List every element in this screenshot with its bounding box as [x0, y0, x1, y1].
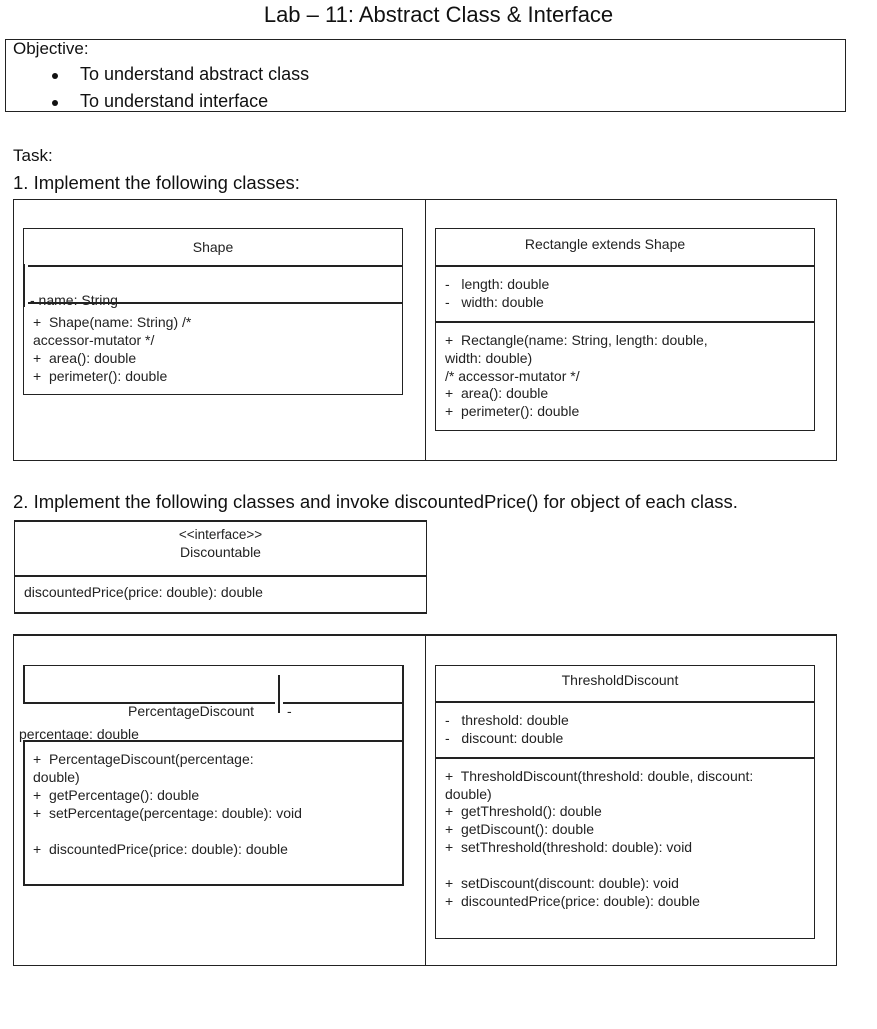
divider [23, 740, 25, 886]
method: + getThreshold(): double [445, 803, 602, 819]
method: + discountedPrice(price: double): double [33, 841, 288, 857]
interface-stereotype: <<interface>> [178, 527, 263, 542]
method: + getPercentage(): double [33, 787, 200, 803]
method: discountedPrice(price: double): double [24, 584, 263, 600]
interface-name: Discountable [180, 544, 261, 560]
task1-instruction: 1. Implement the following classes: [13, 172, 300, 193]
class-name: Shape [192, 239, 234, 255]
divider [435, 757, 815, 759]
method: /* accessor-mutator */ [445, 368, 580, 384]
objective-item: To understand interface [80, 91, 269, 111]
objective-heading: Objective: [13, 39, 89, 58]
divider [435, 265, 815, 267]
method: accessor-mutator */ [33, 332, 155, 348]
divider [23, 665, 404, 666]
attribute: - name: String [30, 292, 118, 308]
attribute-visibility: - [287, 703, 292, 719]
divider [14, 575, 427, 577]
divider [23, 665, 25, 703]
method: width: double) [445, 350, 533, 366]
divider [435, 701, 815, 703]
divider [402, 665, 404, 886]
divider [283, 702, 404, 704]
attribute: - discount: double [445, 730, 564, 746]
task-heading: Task: [13, 146, 53, 165]
divider [278, 675, 280, 713]
attribute: - width: double [445, 294, 544, 310]
divider [435, 321, 815, 323]
method: + perimeter(): double [33, 368, 168, 384]
attribute: percentage: double [19, 726, 139, 742]
table-divider [425, 634, 426, 966]
method: double) [33, 769, 80, 785]
method: + Shape(name: String) /* [33, 314, 192, 330]
class-name: Rectangle extends Shape [524, 236, 686, 252]
class-name: ThresholdDiscount [561, 672, 679, 688]
method: + Rectangle(name: String, length: double, [445, 332, 708, 348]
method: + discountedPrice(price: double): double [445, 893, 700, 909]
bullet-icon [52, 73, 58, 79]
method: + setPercentage(percentage: double): void [33, 805, 302, 821]
divider [23, 884, 404, 886]
divider [28, 302, 403, 304]
method: + perimeter(): double [445, 403, 580, 419]
attribute: - length: double [445, 276, 550, 292]
table-divider [425, 199, 426, 461]
method: + setThreshold(threshold: double): void [445, 839, 693, 855]
method: double) [445, 786, 492, 802]
attribute: - threshold: double [445, 712, 569, 728]
method: + area(): double [445, 385, 549, 401]
divider [28, 265, 403, 267]
method: + area(): double [33, 350, 137, 366]
objective-item: To understand abstract class [80, 64, 310, 84]
divider [23, 264, 25, 307]
bullet-icon [52, 100, 58, 106]
method: + PercentageDiscount(percentage: [33, 751, 254, 767]
task2-instruction: 2. Implement the following classes and invoke discountedPrice() for object of each class. [13, 491, 738, 512]
method: + setDiscount(discount: double): void [445, 875, 679, 891]
divider [23, 740, 404, 742]
page-title: Lab – 11: Abstract Class & Interface [263, 2, 614, 27]
class-name: PercentageDiscount [128, 703, 255, 719]
method: + ThresholdDiscount(threshold: double, discount: [445, 768, 754, 784]
method: + getDiscount(): double [445, 821, 595, 837]
